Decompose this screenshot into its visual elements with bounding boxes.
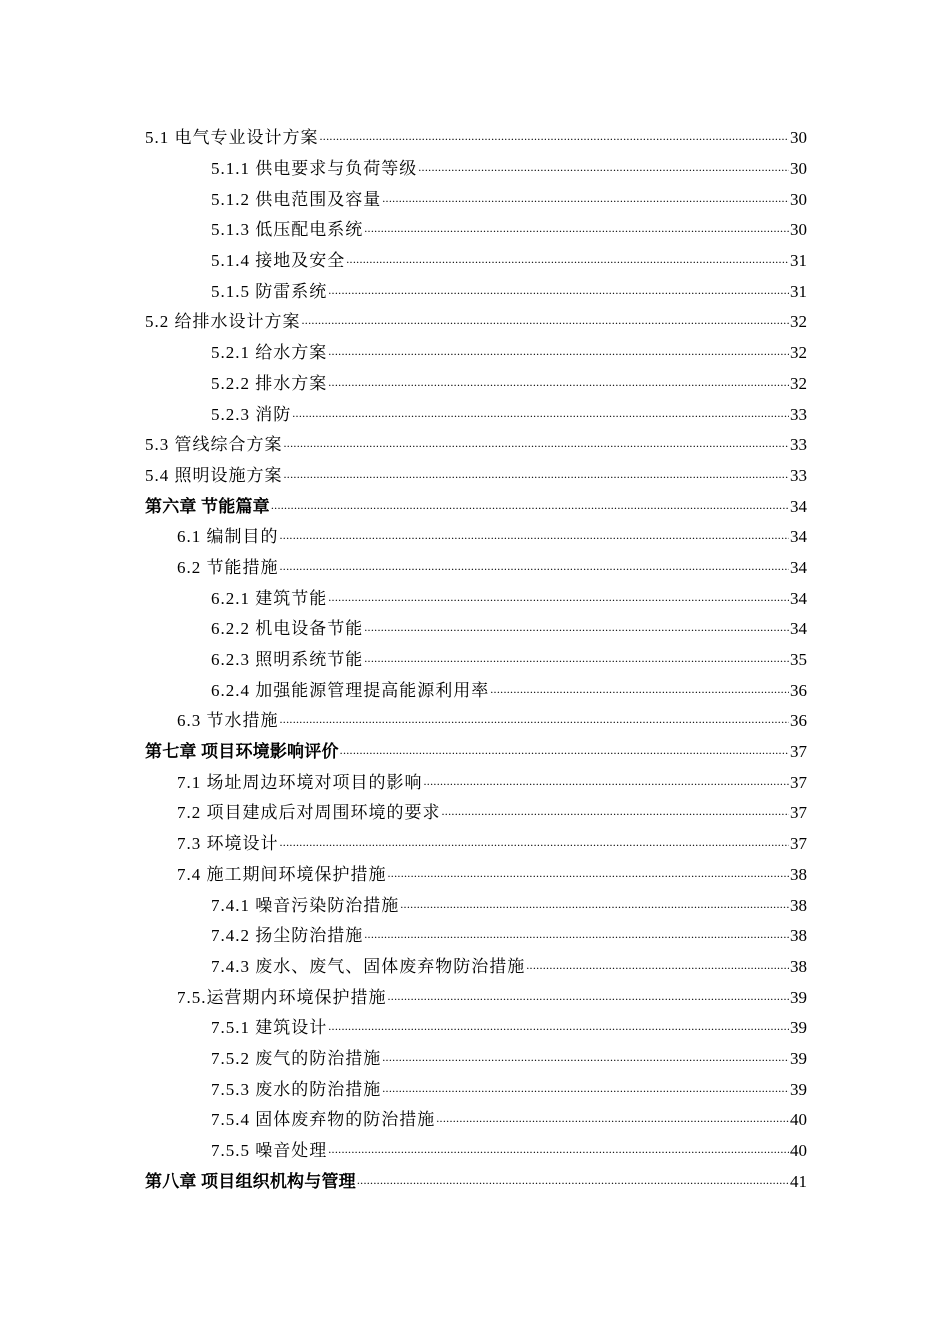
toc-entry-title: 5.2.1 给水方案 <box>211 343 328 363</box>
toc-dot-leader <box>328 1141 789 1161</box>
toc-entry[interactable] <box>0 307 950 338</box>
toc-entry[interactable] <box>0 1013 950 1044</box>
toc-entry[interactable] <box>0 860 950 891</box>
toc-entry[interactable] <box>0 798 950 829</box>
toc-dot-leader <box>320 128 790 148</box>
toc-entry-page-number: 33 <box>790 435 807 455</box>
toc-entry-title: 6.1 编制目的 <box>177 527 279 547</box>
toc-entry-title: 7.5.4 固体废弃物的防治措施 <box>211 1110 436 1130</box>
toc-entry[interactable] <box>0 706 950 737</box>
toc-entry-page-number: 34 <box>790 496 807 516</box>
toc-entry-page-number: 38 <box>790 895 807 915</box>
toc-entry[interactable] <box>0 522 950 553</box>
toc-entry-page-number: 34 <box>790 557 807 577</box>
toc-dot-leader <box>364 650 789 670</box>
toc-entry-title: 6.2.4 加强能源管理提高能源利用率 <box>211 680 490 700</box>
toc-entry-page-number: 39 <box>790 987 807 1007</box>
toc-dot-leader <box>280 558 790 578</box>
toc-entry-title: 第七章 项目环境影响评价 <box>145 742 339 762</box>
toc-entry-title: 6.2 节能措施 <box>177 557 279 577</box>
toc-entry-page-number: 37 <box>790 742 807 762</box>
toc-dot-leader <box>328 1018 789 1038</box>
toc-entry[interactable] <box>0 246 950 277</box>
toc-dot-leader <box>400 896 789 916</box>
toc-dot-leader <box>340 742 789 762</box>
toc-entry-title: 5.2.3 消防 <box>211 404 292 424</box>
toc-dot-leader <box>364 619 789 639</box>
toc-dot-leader <box>436 1110 789 1130</box>
toc-entry-page-number: 34 <box>790 588 807 608</box>
toc-dot-leader <box>364 220 789 240</box>
toc-entry-page-number: 32 <box>790 373 807 393</box>
toc-entry-page-number: 33 <box>790 465 807 485</box>
toc-entry[interactable] <box>0 675 950 706</box>
toc-entry-title: 5.1.1 供电要求与负荷等级 <box>211 159 418 179</box>
toc-dot-leader <box>388 988 790 1008</box>
toc-dot-leader <box>284 466 790 486</box>
toc-entry[interactable] <box>0 154 950 185</box>
toc-dot-leader <box>382 190 789 210</box>
toc-entry-title: 5.3 管线综合方案 <box>145 435 283 455</box>
toc-dot-leader <box>328 282 789 302</box>
toc-dot-leader <box>271 497 789 517</box>
toc-dot-leader <box>382 1049 789 1069</box>
toc-entry-page-number: 39 <box>790 1079 807 1099</box>
toc-entry[interactable] <box>0 430 950 461</box>
toc-entry-page-number: 41 <box>790 1171 807 1191</box>
toc-entry[interactable] <box>0 952 950 983</box>
toc-entry-title: 5.2.2 排水方案 <box>211 373 328 393</box>
toc-entry[interactable] <box>0 338 950 369</box>
toc-entry-page-number: 37 <box>790 803 807 823</box>
toc-dot-leader <box>284 435 790 455</box>
toc-entry-page-number: 38 <box>790 926 807 946</box>
toc-entry-title: 7.1 场址周边环境对项目的影响 <box>177 772 423 792</box>
toc-entry-title: 5.1.5 防雷系统 <box>211 281 328 301</box>
toc-dot-leader <box>328 589 789 609</box>
toc-entry-title: 6.2.1 建筑节能 <box>211 588 328 608</box>
toc-entry-title: 7.5.1 建筑设计 <box>211 1018 328 1038</box>
toc-entry[interactable] <box>0 461 950 492</box>
toc-entry-title: 5.4 照明设施方案 <box>145 465 283 485</box>
toc-entry-title: 7.5.5 噪音处理 <box>211 1141 328 1161</box>
toc-entry-page-number: 39 <box>790 1048 807 1068</box>
toc-entry-title: 7.4 施工期间环境保护措施 <box>177 864 387 884</box>
toc-entry[interactable] <box>0 1105 950 1136</box>
toc-entry-title: 第八章 项目组织机构与管理 <box>145 1171 356 1191</box>
toc-chapter-entry[interactable] <box>0 1166 950 1197</box>
toc-entry-title: 7.3 环境设计 <box>177 834 279 854</box>
toc-entry-page-number: 36 <box>790 711 807 731</box>
toc-dot-leader <box>292 405 789 425</box>
toc-entry-title: 7.5.2 废气的防治措施 <box>211 1048 382 1068</box>
toc-dot-leader <box>424 773 790 793</box>
toc-dot-leader <box>442 803 790 823</box>
toc-entry-page-number: 31 <box>790 281 807 301</box>
toc-entry-page-number: 30 <box>790 128 807 148</box>
toc-entry[interactable] <box>0 399 950 430</box>
toc-entry[interactable] <box>0 184 950 215</box>
toc-entry-page-number: 32 <box>790 343 807 363</box>
toc-entry-title: 7.5.3 废水的防治措施 <box>211 1079 382 1099</box>
toc-entry[interactable] <box>0 369 950 400</box>
toc-entry-page-number: 31 <box>790 251 807 271</box>
toc-entry-title: 6.2.2 机电设备节能 <box>211 619 364 639</box>
toc-entry-page-number: 37 <box>790 834 807 854</box>
toc-dot-leader <box>328 343 789 363</box>
toc-entry-title: 7.5.运营期内环境保护措施 <box>177 987 387 1007</box>
toc-entry-page-number: 34 <box>790 527 807 547</box>
toc-dot-leader <box>357 1172 789 1192</box>
toc-entry-title: 7.4.3 废水、废气、固体废弃物防治措施 <box>211 956 526 976</box>
toc-entry-page-number: 32 <box>790 312 807 332</box>
toc-entry-title: 7.4.2 扬尘防治措施 <box>211 926 364 946</box>
toc-entry[interactable] <box>0 890 950 921</box>
toc-entry-title: 6.2.3 照明系统节能 <box>211 650 364 670</box>
toc-dot-leader <box>382 1080 789 1100</box>
toc-entry-title: 5.1.4 接地及安全 <box>211 251 346 271</box>
toc-entry[interactable] <box>0 1044 950 1075</box>
toc-dot-leader <box>364 926 789 946</box>
toc-entry[interactable] <box>0 921 950 952</box>
toc-dot-leader <box>490 681 789 701</box>
toc-entry[interactable] <box>0 553 950 584</box>
toc-entry[interactable] <box>0 982 950 1013</box>
toc-entry-page-number: 33 <box>790 404 807 424</box>
toc-entry-title: 5.2 给排水设计方案 <box>145 312 301 332</box>
toc-entry-title: 第六章 节能篇章 <box>145 496 270 516</box>
toc-entry-title: 5.1.2 供电范围及容量 <box>211 189 382 209</box>
toc-dot-leader <box>302 312 790 332</box>
toc-chapter-entry[interactable] <box>0 491 950 522</box>
toc-entry[interactable] <box>0 645 950 676</box>
toc-entry-page-number: 40 <box>790 1110 807 1130</box>
toc-entry-title: 5.1.3 低压配电系统 <box>211 220 364 240</box>
toc-entry-page-number: 30 <box>790 220 807 240</box>
toc-entry[interactable] <box>0 767 950 798</box>
toc-entry-page-number: 35 <box>790 650 807 670</box>
toc-dot-leader <box>346 251 789 271</box>
toc-entry[interactable] <box>0 276 950 307</box>
toc-entry-page-number: 38 <box>790 956 807 976</box>
toc-dot-leader <box>280 527 790 547</box>
toc-entry[interactable] <box>0 829 950 860</box>
table-of-contents <box>0 123 950 1197</box>
toc-entry[interactable] <box>0 1136 950 1167</box>
toc-dot-leader <box>526 957 789 977</box>
toc-entry[interactable] <box>0 215 950 246</box>
toc-dot-leader <box>418 159 789 179</box>
toc-entry-title: 6.3 节水措施 <box>177 711 279 731</box>
toc-entry[interactable] <box>0 1074 950 1105</box>
toc-entry-title: 7.4.1 噪音污染防治措施 <box>211 895 400 915</box>
toc-entry-page-number: 36 <box>790 680 807 700</box>
toc-entry-page-number: 34 <box>790 619 807 639</box>
toc-entry-title: 5.1 电气专业设计方案 <box>145 128 319 148</box>
toc-entry-page-number: 39 <box>790 1018 807 1038</box>
toc-entry-page-number: 30 <box>790 159 807 179</box>
toc-dot-leader <box>388 865 790 885</box>
toc-entry-page-number: 37 <box>790 772 807 792</box>
toc-entry-page-number: 40 <box>790 1141 807 1161</box>
toc-dot-leader <box>328 374 789 394</box>
toc-entry-page-number: 38 <box>790 864 807 884</box>
toc-dot-leader <box>280 711 790 731</box>
toc-entry[interactable] <box>0 614 950 645</box>
toc-entry-title: 7.2 项目建成后对周围环境的要求 <box>177 803 441 823</box>
toc-chapter-entry[interactable] <box>0 737 950 768</box>
toc-dot-leader <box>280 834 790 854</box>
toc-entry[interactable] <box>0 123 950 154</box>
toc-entry-page-number: 30 <box>790 189 807 209</box>
toc-entry[interactable] <box>0 583 950 614</box>
